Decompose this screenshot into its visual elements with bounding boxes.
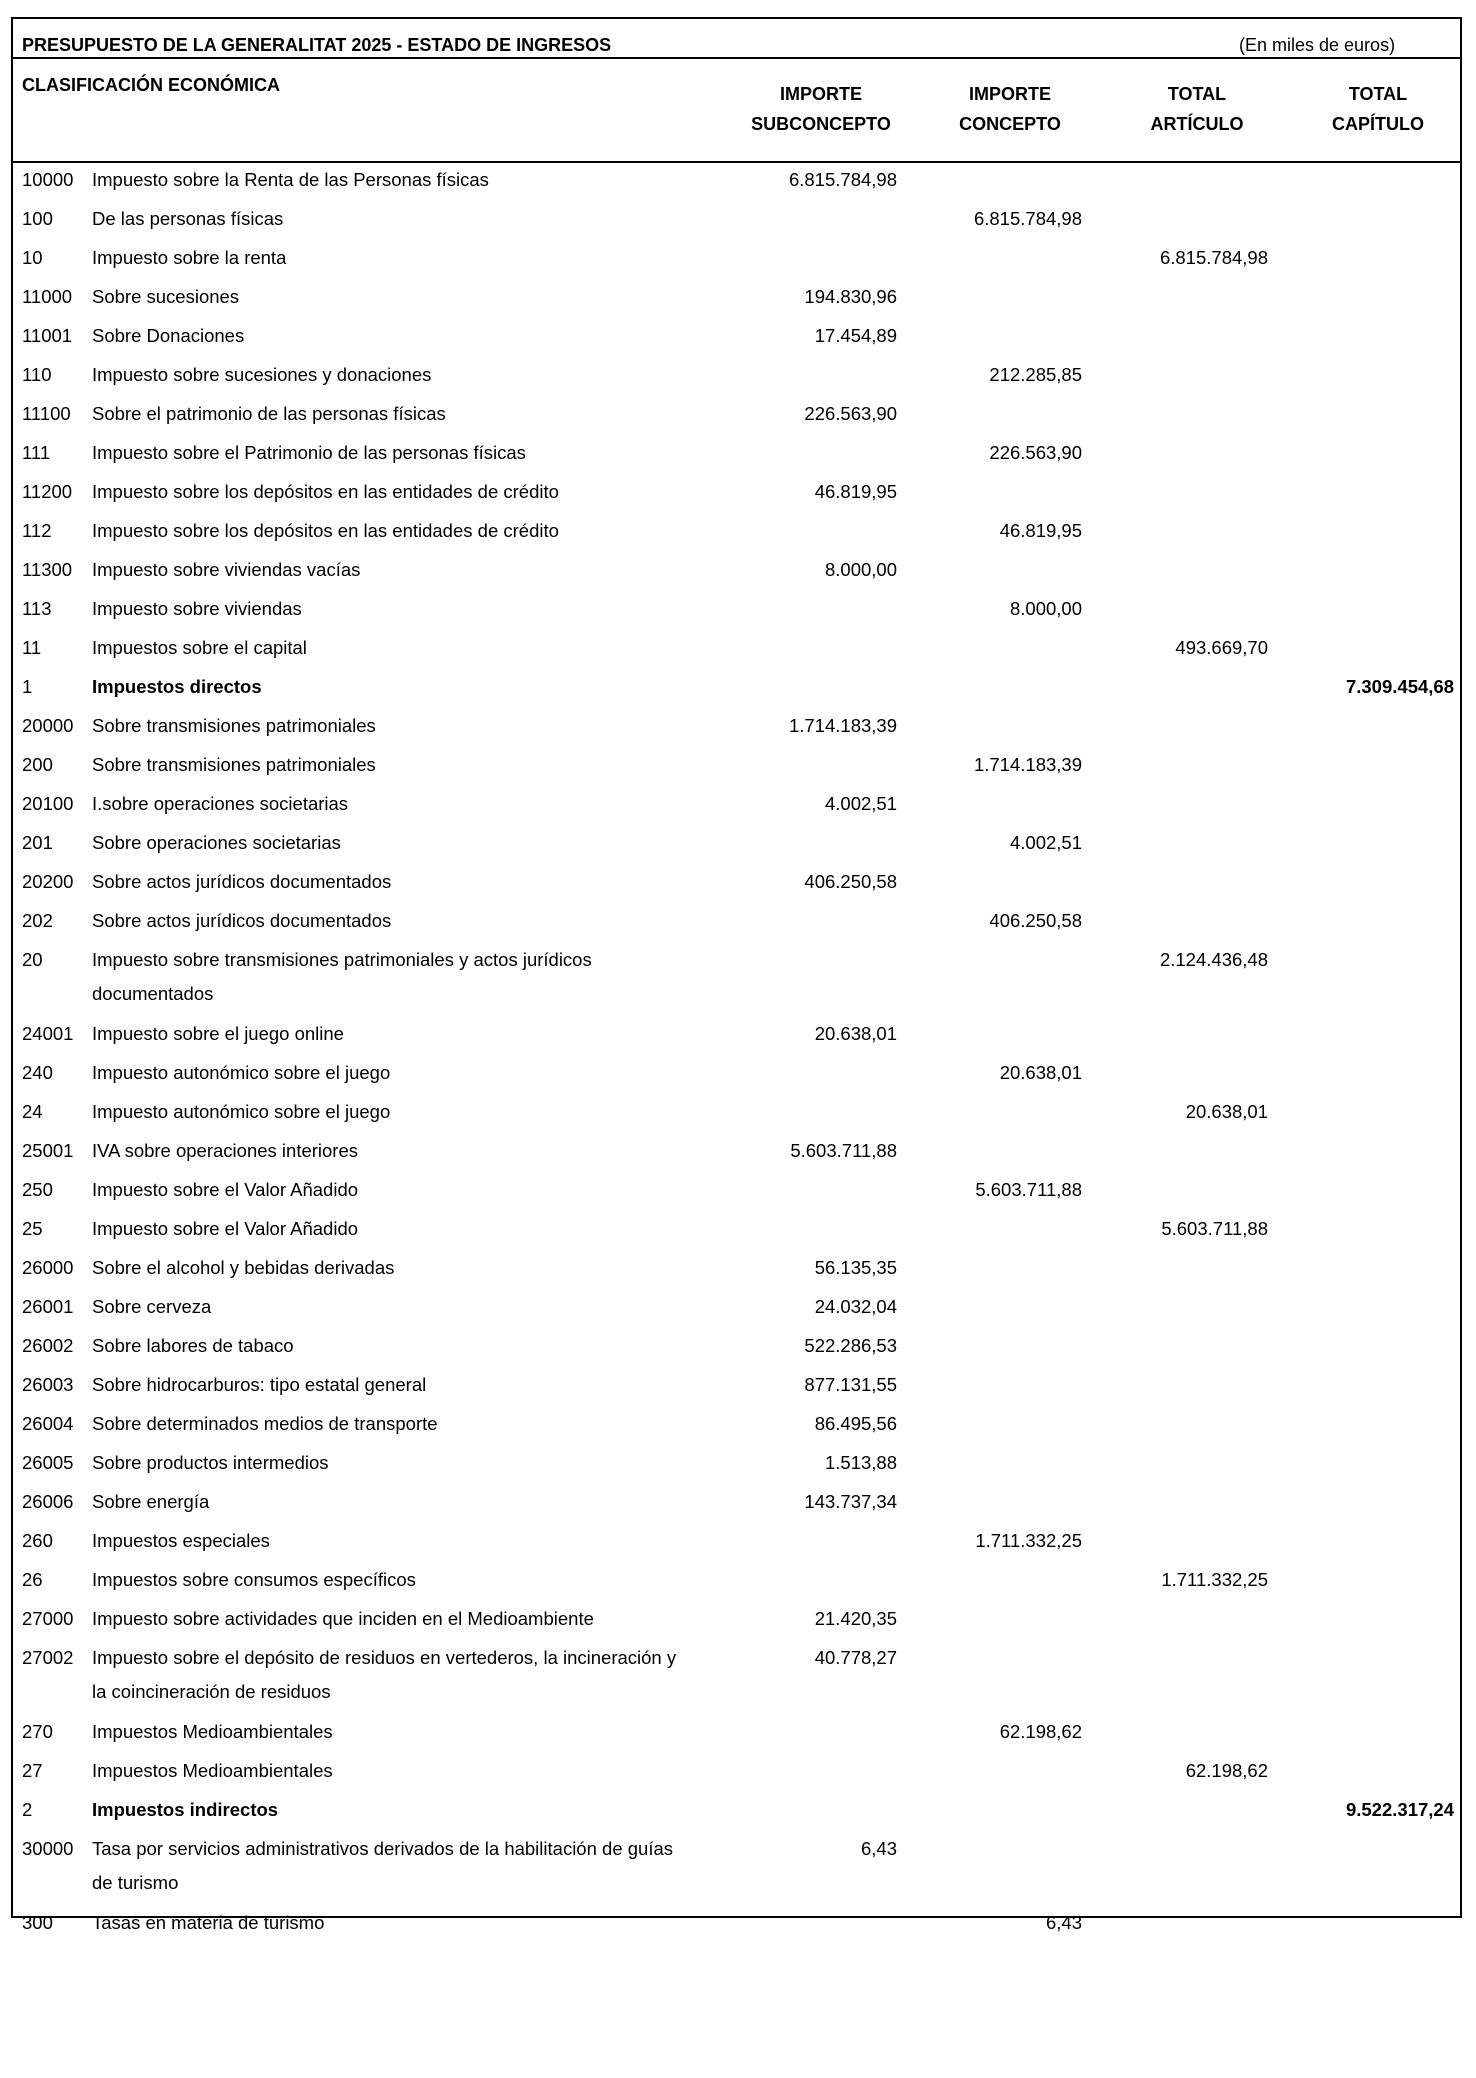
row-description: Impuesto sobre sucesiones y donaciones bbox=[92, 364, 432, 385]
row-code: 11100 bbox=[22, 403, 71, 424]
table-row bbox=[13, 787, 1460, 826]
articulo-header bbox=[1112, 79, 1282, 139]
row-description: Impuestos Medioambientales bbox=[92, 1721, 333, 1742]
row-importe-subconcepto: 8.000,00 bbox=[824, 559, 897, 580]
row-description: Impuesto sobre los depósitos en las entidades de crédito bbox=[92, 481, 559, 502]
row-importe-subconcepto: 40.778,27 bbox=[814, 1647, 897, 1668]
page-title: PRESUPUESTO DE LA GENERALITAT 2025 - ESTADO DE INGRESOS bbox=[22, 35, 612, 55]
unit-note: (En miles de euros) bbox=[1239, 35, 1396, 55]
row-description: Impuesto sobre la renta bbox=[92, 247, 287, 268]
table-row bbox=[13, 1056, 1460, 1095]
table-row bbox=[13, 709, 1460, 748]
table-row bbox=[13, 319, 1460, 358]
row-description: Impuestos indirectos bbox=[92, 1799, 279, 1820]
table-row bbox=[13, 1173, 1460, 1212]
row-description: Impuestos directos bbox=[92, 676, 262, 697]
row-description: Sobre labores de tabaco bbox=[92, 1335, 294, 1356]
row-importe-concepto: 5.603.711,88 bbox=[975, 1179, 1082, 1200]
row-description: Sobre energía bbox=[92, 1491, 210, 1512]
row-description: Impuestos sobre consumos específicos bbox=[92, 1569, 416, 1590]
row-code: 27002 bbox=[22, 1647, 74, 1668]
table-row bbox=[13, 1602, 1460, 1641]
classification-header: CLASIFICACIÓN ECONÓMICA bbox=[22, 75, 280, 95]
row-importe-subconcepto: 4.002,51 bbox=[824, 793, 897, 814]
row-description: Impuesto sobre los depósitos en las entidades de crédito bbox=[92, 520, 559, 541]
table-row bbox=[13, 826, 1460, 865]
table-row bbox=[13, 1329, 1460, 1368]
row-code: 20 bbox=[22, 949, 43, 970]
row-code: 10000 bbox=[22, 169, 74, 190]
row-code: 112 bbox=[22, 520, 52, 541]
row-code: 26005 bbox=[22, 1452, 74, 1473]
row-code: 250 bbox=[22, 1179, 53, 1200]
row-description: Sobre sucesiones bbox=[92, 286, 240, 307]
row-code: 11000 bbox=[22, 286, 73, 307]
row-description: Impuesto sobre el juego online bbox=[92, 1023, 344, 1044]
row-code: 26003 bbox=[22, 1374, 74, 1395]
row-code: 200 bbox=[22, 754, 53, 775]
row-code: 24 bbox=[22, 1101, 43, 1122]
row-importe-concepto: 62.198,62 bbox=[999, 1721, 1082, 1742]
row-importe-subconcepto: 56.135,35 bbox=[814, 1257, 897, 1278]
table-row bbox=[13, 241, 1460, 280]
row-code: 300 bbox=[22, 1912, 53, 1933]
row-description: Impuesto sobre el Patrimonio de las personas físicas bbox=[92, 442, 526, 463]
row-description: Tasa por servicios administrativos derivados de la habilitación de guías de turismo bbox=[92, 1838, 673, 1893]
row-importe-concepto: 8.000,00 bbox=[1009, 598, 1082, 619]
row-description: Sobre hidrocarburos: tipo estatal general bbox=[92, 1374, 427, 1395]
row-code: 202 bbox=[22, 910, 53, 931]
table-row bbox=[13, 397, 1460, 436]
row-importe-subconcepto: 6.815.784,98 bbox=[788, 169, 897, 190]
row-description: Impuesto sobre el depósito de residuos en vertederos, la incineración y la coincineración de residuos bbox=[92, 1647, 677, 1702]
row-importe-subconcepto: 226.563,90 bbox=[804, 403, 897, 424]
row-code: 110 bbox=[22, 364, 52, 385]
row-code: 11 bbox=[22, 637, 42, 658]
row-description: Sobre actos jurídicos documentados bbox=[92, 910, 392, 931]
row-description: Impuesto sobre el Valor Añadido bbox=[92, 1179, 359, 1200]
row-description: Sobre el alcohol y bebidas derivadas bbox=[92, 1257, 395, 1278]
row-description: Sobre el patrimonio de las personas físicas bbox=[92, 403, 446, 424]
budget-sheet bbox=[11, 17, 1462, 1933]
row-importe-concepto: 6.815.784,98 bbox=[973, 208, 1082, 229]
table-row bbox=[13, 280, 1460, 319]
row-code: 1 bbox=[22, 676, 33, 697]
row-description: Impuestos sobre el capital bbox=[92, 637, 307, 658]
row-code: 30000 bbox=[22, 1838, 74, 1859]
table-row bbox=[13, 1407, 1460, 1446]
table-row bbox=[13, 1134, 1460, 1173]
row-description: Impuestos Medioambientales bbox=[92, 1760, 333, 1781]
table-row bbox=[13, 1715, 1460, 1754]
table-row bbox=[13, 1563, 1460, 1602]
row-importe-subconcepto: 1.714.183,39 bbox=[788, 715, 897, 736]
row-importe-subconcepto: 406.250,58 bbox=[804, 871, 897, 892]
table-row bbox=[13, 631, 1460, 670]
row-description: Impuesto autonómico sobre el juego bbox=[92, 1101, 391, 1122]
row-description: Tasas en materia de turismo bbox=[92, 1912, 325, 1933]
row-importe-subconcepto: 24.032,04 bbox=[814, 1296, 897, 1317]
row-code: 11300 bbox=[22, 559, 73, 580]
row-importe-concepto: 6,43 bbox=[1045, 1912, 1082, 1933]
concepto-header bbox=[925, 79, 1095, 139]
subconcepto-header-line1: IMPORTE bbox=[779, 84, 862, 104]
row-code: 26006 bbox=[22, 1491, 74, 1512]
table-row bbox=[13, 1754, 1460, 1793]
row-importe-subconcepto: 21.420,35 bbox=[814, 1608, 897, 1629]
row-importe-subconcepto: 194.830,96 bbox=[804, 286, 897, 307]
table-row bbox=[13, 865, 1460, 904]
row-importe-concepto: 4.002,51 bbox=[1009, 832, 1082, 853]
row-code: 11001 bbox=[22, 325, 73, 346]
row-code: 20100 bbox=[22, 793, 74, 814]
row-total-capitulo: 7.309.454,68 bbox=[1345, 676, 1454, 697]
row-importe-concepto: 406.250,58 bbox=[989, 910, 1082, 931]
table-row bbox=[13, 202, 1460, 241]
table-row bbox=[13, 475, 1460, 514]
table-row bbox=[13, 592, 1460, 631]
table-row bbox=[13, 163, 1460, 202]
table-row bbox=[13, 1251, 1460, 1290]
row-code: 240 bbox=[22, 1062, 53, 1083]
row-code: 25001 bbox=[22, 1140, 74, 1161]
table-row bbox=[13, 904, 1460, 943]
column-header-row bbox=[13, 59, 1460, 163]
row-importe-concepto: 46.819,95 bbox=[999, 520, 1082, 541]
capitulo-header-line2: CAPÍTULO bbox=[1332, 114, 1424, 134]
table-row bbox=[13, 1446, 1460, 1485]
table-row bbox=[13, 1368, 1460, 1407]
row-code: 26002 bbox=[22, 1335, 74, 1356]
table-row bbox=[13, 436, 1460, 475]
row-importe-subconcepto: 877.131,55 bbox=[804, 1374, 897, 1395]
row-importe-subconcepto: 46.819,95 bbox=[814, 481, 897, 502]
table-row bbox=[13, 1485, 1460, 1524]
row-description: I.sobre operaciones societarias bbox=[92, 793, 349, 814]
row-importe-subconcepto: 6,43 bbox=[860, 1838, 897, 1859]
row-code: 26000 bbox=[22, 1257, 74, 1278]
row-description: Sobre determinados medios de transporte bbox=[92, 1413, 438, 1434]
row-description: Impuesto sobre actividades que inciden en el Medioambiente bbox=[92, 1608, 594, 1629]
table-row bbox=[13, 748, 1460, 787]
row-importe-subconcepto: 20.638,01 bbox=[814, 1023, 897, 1044]
table-row bbox=[13, 1095, 1460, 1134]
row-importe-concepto: 20.638,01 bbox=[999, 1062, 1082, 1083]
table-row bbox=[13, 514, 1460, 553]
row-importe-concepto: 226.563,90 bbox=[989, 442, 1082, 463]
table-row bbox=[13, 1524, 1460, 1563]
row-code: 27000 bbox=[22, 1608, 74, 1629]
row-importe-concepto: 1.711.332,25 bbox=[975, 1530, 1082, 1551]
row-total-articulo: 6.815.784,98 bbox=[1159, 247, 1268, 268]
row-code: 20200 bbox=[22, 871, 74, 892]
row-description: Impuesto autonómico sobre el juego bbox=[92, 1062, 391, 1083]
row-total-articulo: 1.711.332,25 bbox=[1161, 1569, 1268, 1590]
row-description: Impuesto sobre viviendas bbox=[92, 598, 302, 619]
row-importe-concepto: 212.285,85 bbox=[989, 364, 1082, 385]
row-description: Impuestos especiales bbox=[92, 1530, 270, 1551]
row-description: Sobre transmisiones patrimoniales bbox=[92, 754, 376, 775]
concepto-header-line2: CONCEPTO bbox=[959, 114, 1061, 134]
row-importe-concepto: 1.714.183,39 bbox=[973, 754, 1082, 775]
row-total-articulo: 493.669,70 bbox=[1175, 637, 1268, 658]
row-code: 201 bbox=[22, 832, 53, 853]
row-code: 26004 bbox=[22, 1413, 74, 1434]
row-code: 111 bbox=[22, 442, 51, 463]
row-description: IVA sobre operaciones interiores bbox=[92, 1140, 359, 1161]
table-row bbox=[13, 1906, 1460, 1945]
row-code: 10 bbox=[22, 247, 43, 268]
row-importe-subconcepto: 86.495,56 bbox=[814, 1413, 897, 1434]
row-code: 113 bbox=[22, 598, 52, 619]
row-code: 26001 bbox=[22, 1296, 74, 1317]
subconcepto-header bbox=[736, 79, 906, 139]
row-description: Impuesto sobre transmisiones patrimoniales y actos jurídicos documentados bbox=[92, 949, 592, 1004]
row-description: Sobre operaciones societarias bbox=[92, 832, 341, 853]
concepto-header-line1: IMPORTE bbox=[968, 84, 1051, 104]
table-row bbox=[13, 1832, 1460, 1906]
subconcepto-header-line2: SUBCONCEPTO bbox=[751, 114, 891, 134]
row-code: 27 bbox=[22, 1760, 43, 1781]
row-description: Sobre Donaciones bbox=[92, 325, 245, 346]
row-code: 260 bbox=[22, 1530, 53, 1551]
row-total-articulo: 2.124.436,48 bbox=[1159, 949, 1268, 970]
table-row bbox=[13, 553, 1460, 592]
table-row bbox=[13, 943, 1460, 1017]
row-description: Impuesto sobre la Renta de las Personas físicas bbox=[92, 169, 489, 190]
row-importe-subconcepto: 17.454,89 bbox=[814, 325, 897, 346]
budget-table-body bbox=[13, 163, 1460, 1945]
row-description: Impuesto sobre viviendas vacías bbox=[92, 559, 361, 580]
row-importe-subconcepto: 522.286,53 bbox=[804, 1335, 897, 1356]
table-row bbox=[13, 358, 1460, 397]
row-code: 100 bbox=[22, 208, 53, 229]
row-code: 26 bbox=[22, 1569, 43, 1590]
row-description: Sobre productos intermedios bbox=[92, 1452, 329, 1473]
row-code: 25 bbox=[22, 1218, 43, 1239]
table-row bbox=[13, 1793, 1460, 1832]
title-row bbox=[13, 19, 1460, 59]
row-description: Impuesto sobre el Valor Añadido bbox=[92, 1218, 359, 1239]
table-row bbox=[13, 1290, 1460, 1329]
row-importe-subconcepto: 143.737,34 bbox=[804, 1491, 897, 1512]
row-description: De las personas físicas bbox=[92, 208, 284, 229]
table-row bbox=[13, 670, 1460, 709]
row-code: 24001 bbox=[22, 1023, 74, 1044]
articulo-header-line2: ARTÍCULO bbox=[1150, 114, 1244, 134]
row-total-articulo: 20.638,01 bbox=[1185, 1101, 1268, 1122]
row-total-articulo: 62.198,62 bbox=[1185, 1760, 1268, 1781]
row-total-articulo: 5.603.711,88 bbox=[1161, 1218, 1268, 1239]
row-description: Sobre actos jurídicos documentados bbox=[92, 871, 392, 892]
row-code: 11200 bbox=[22, 481, 73, 502]
capitulo-header-line1: TOTAL bbox=[1348, 84, 1408, 104]
row-importe-subconcepto: 1.513,88 bbox=[824, 1452, 897, 1473]
articulo-header-line1: TOTAL bbox=[1167, 84, 1227, 104]
table-row bbox=[13, 1212, 1460, 1251]
row-code: 20000 bbox=[22, 715, 74, 736]
row-description: Sobre cerveza bbox=[92, 1296, 212, 1317]
table-row bbox=[13, 1017, 1460, 1056]
table-row bbox=[13, 1641, 1460, 1715]
capitulo-header bbox=[1293, 79, 1463, 139]
row-code: 270 bbox=[22, 1721, 53, 1742]
row-code: 2 bbox=[22, 1799, 33, 1820]
row-total-capitulo: 9.522.317,24 bbox=[1345, 1799, 1454, 1820]
row-importe-subconcepto: 5.603.711,88 bbox=[790, 1140, 897, 1161]
row-description: Sobre transmisiones patrimoniales bbox=[92, 715, 376, 736]
